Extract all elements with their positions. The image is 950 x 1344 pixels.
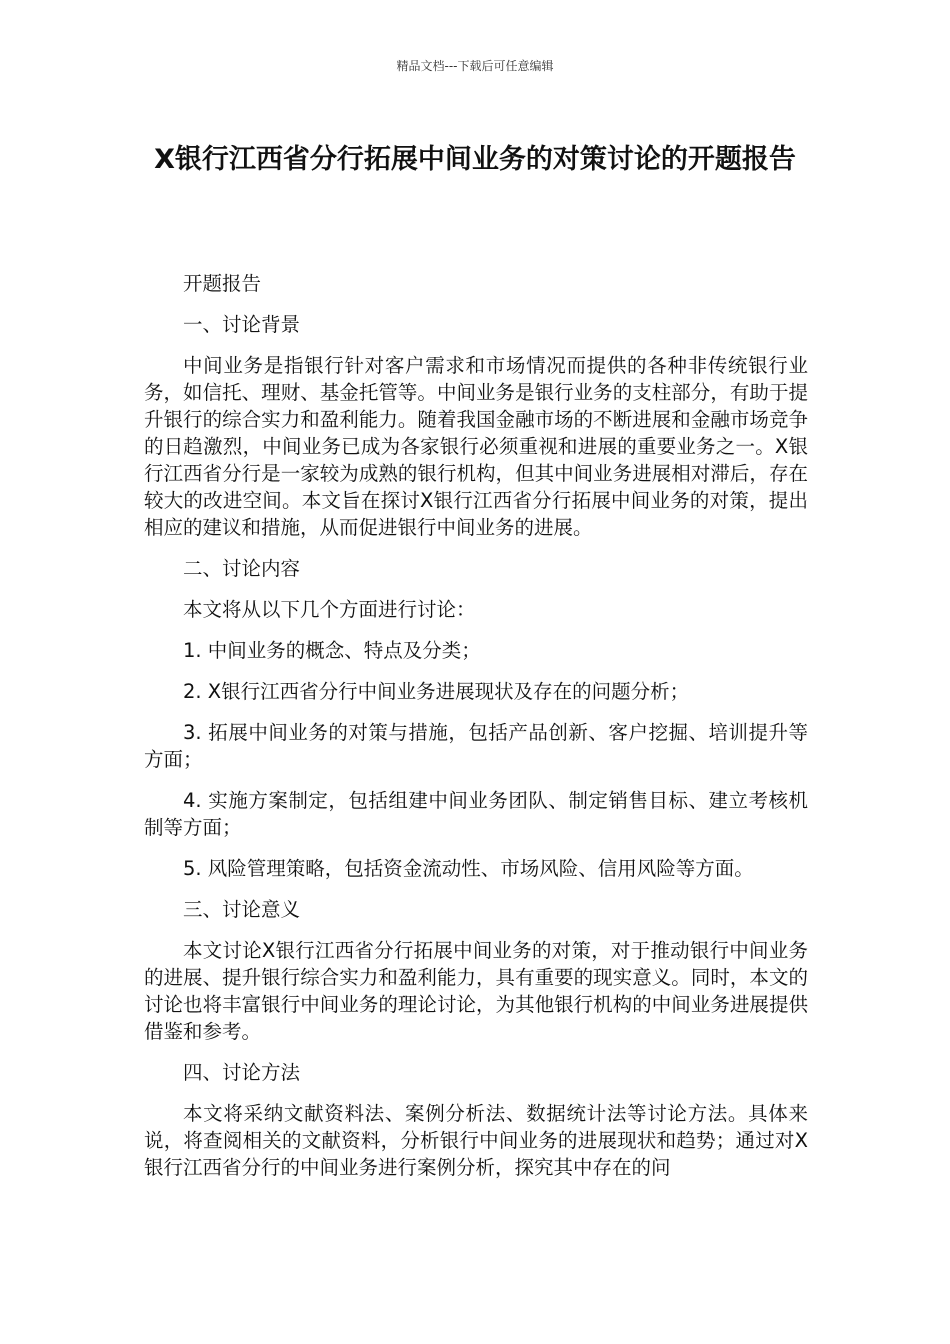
paragraph-significance: 本文讨论X银行江西省分行拓展中间业务的对策，对于推动银行中间业务的进展、提升银行综合实力和盈利能力，具有重要的现实意义。同时，本文的讨论也将丰富银行中间业务的理论讨论，为其他银行机构的中间业务进展提供借鉴和参考。 [144,939,808,1043]
header-note: 精品文档---下载后可任意编辑 [396,59,554,73]
section-label: 开题报告 [183,272,262,295]
section-heading-significance: 三、讨论意义 [183,898,301,921]
section-heading-method: 四、讨论方法 [183,1061,301,1084]
list-item: 1. 中间业务的概念、特点及分类； [183,639,481,662]
paragraph-content-intro: 本文将从以下几个方面进行讨论： [183,598,476,621]
list-item: 4. 实施方案制定，包括组建中间业务团队、制定销售目标、建立考核机制等方面； [144,789,808,839]
paragraph-method: 本文将采纳文献资料法、案例分析法、数据统计法等讨论方法。具体来说，将查阅相关的文献资料，分析银行中间业务的进展现状和趋势；通过对X银行江西省分行的中间业务进行案例分析，探究其中存在的问 [144,1102,808,1179]
section-heading-background: 一、讨论背景 [183,313,301,336]
document-body [144,270,808,1195]
list-item: 3. 拓展中间业务的对策与措施，包括产品创新、客户挖掘、培训提升等方面； [144,721,808,771]
list-item: 2. X银行江西省分行中间业务进展现状及存在的问题分析； [183,680,690,703]
section-heading-content: 二、讨论内容 [183,557,301,580]
paragraph-background: 中间业务是指银行针对客户需求和市场情况而提供的各种非传统银行业务，如信托、理财、基金托管等。中间业务是银行业务的支柱部分，有助于提升银行的综合实力和盈利能力。随着我国金融市场的不断进展和金融市场竞争的日趋激烈，中间业务已成为各家银行必须重视和进展的重要业务之一。X银行江西省分行是一家较为成熟的银行机构，但其中间业务进展相对滞后，存在较大的改进空间。本文旨在探讨X银行江西省分行拓展中间业务的对策，提出相应的建议和措施，从而促进银行中间业务的进展。 [144,354,808,539]
document-title: X银行江西省分行拓展中间业务的对策讨论的开题报告 [154,144,796,175]
list-item: 5. 风险管理策略，包括资金流动性、市场风险、信用风险等方面。 [183,857,754,880]
